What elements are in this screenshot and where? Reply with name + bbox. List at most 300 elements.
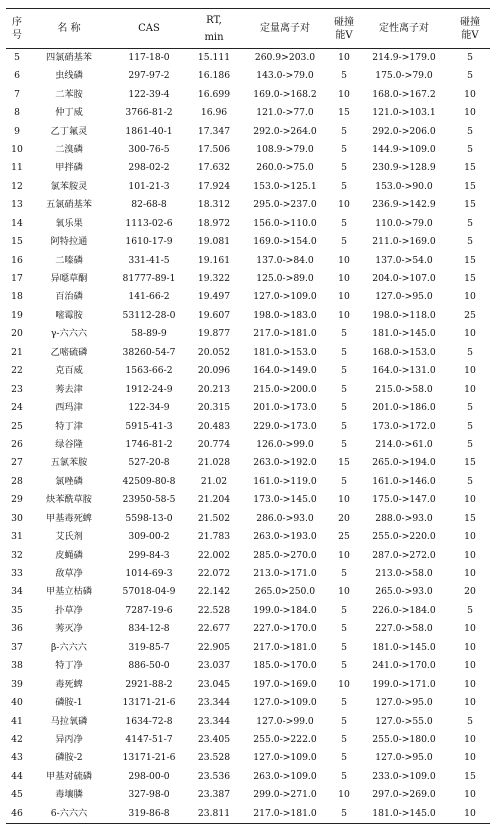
cell-no: 34 xyxy=(11,586,23,598)
cell-no: 37 xyxy=(11,641,23,653)
cell-qual-ion-pair: 241.0->170.0 xyxy=(372,660,436,672)
table-row xyxy=(6,473,490,491)
cell-collision-energy-1: 5 xyxy=(341,420,347,432)
table-row xyxy=(6,417,490,435)
cell-quant-ion-pair: 217.0->181.0 xyxy=(253,641,317,653)
cell-collision-energy-1: 25 xyxy=(338,531,350,543)
cell-collision-energy-1: 5 xyxy=(341,365,347,377)
cell-collision-energy-1: 5 xyxy=(341,125,347,137)
cell-collision-energy-2: 15 xyxy=(464,254,476,266)
header-collision-energy-1: 碰撞 能V xyxy=(334,16,354,41)
cell-rt: 16.186 xyxy=(197,70,231,82)
cell-collision-energy-1: 10 xyxy=(338,549,350,561)
cell-name: 虫线磷 xyxy=(55,70,83,82)
table-row xyxy=(6,731,490,749)
cell-qual-ion-pair: 110.0->79.0 xyxy=(375,217,433,229)
cell-collision-energy-2: 10 xyxy=(464,494,476,506)
cell-rt: 17.924 xyxy=(197,180,231,192)
cell-cas: 1861-40-1 xyxy=(125,125,173,137)
cell-name: 乙嘧硫磷 xyxy=(50,346,88,358)
cell-no: 39 xyxy=(11,678,23,690)
cell-qual-ion-pair: 297.0->269.0 xyxy=(372,789,436,801)
cell-quant-ion-pair: 263.0->109.0 xyxy=(253,770,317,782)
cell-name: 艾氏剂 xyxy=(55,531,83,543)
table-row xyxy=(6,768,490,786)
cell-rt: 22.905 xyxy=(197,641,231,653)
cell-rt: 20.315 xyxy=(197,402,231,414)
cell-rt: 15.111 xyxy=(197,52,231,63)
table-row xyxy=(6,602,490,620)
cell-collision-energy-2: 10 xyxy=(464,107,476,119)
cell-qual-ion-pair: 173.0->172.0 xyxy=(372,420,436,432)
cell-collision-energy-2: 10 xyxy=(464,549,476,561)
table-row xyxy=(6,233,490,251)
cell-rt: 18.972 xyxy=(197,217,231,229)
cell-name: 敌草净 xyxy=(55,568,83,580)
cell-no: 17 xyxy=(11,273,23,285)
cell-qual-ion-pair: 127.0->95.0 xyxy=(375,697,433,709)
table-row xyxy=(6,491,490,509)
cell-no: 28 xyxy=(11,475,23,487)
cell-collision-energy-2: 10 xyxy=(464,328,476,340)
cell-name: 五氯苯胺 xyxy=(50,457,88,469)
cell-quant-ion-pair: 260.9>203.0 xyxy=(254,52,316,63)
cell-name: 绿谷隆 xyxy=(55,438,83,450)
cell-name: 皮蝇磷 xyxy=(55,549,83,561)
cell-collision-energy-2: 10 xyxy=(450,805,490,824)
cell-rt: 23.528 xyxy=(197,752,231,764)
cell-name: 二苯胺 xyxy=(55,88,83,100)
cell-qual-ion-pair: 175.0->79.0 xyxy=(375,70,433,82)
cell-collision-energy-1: 10 xyxy=(338,789,350,801)
table-row xyxy=(6,141,490,159)
table-row xyxy=(6,749,490,767)
cell-rt: 23.045 xyxy=(197,678,231,690)
cell-rt: 22.677 xyxy=(197,623,231,635)
table-row xyxy=(6,620,490,638)
table-row xyxy=(6,67,490,85)
cell-collision-energy-2: 15 xyxy=(464,457,476,469)
cell-quant-ion-pair: 263.0->193.0 xyxy=(253,531,317,543)
cell-rt: 23.387 xyxy=(197,789,231,801)
cell-name: 百治磷 xyxy=(55,291,83,303)
cell-cas: 58-89-9 xyxy=(131,328,167,340)
cell-collision-energy-2: 5 xyxy=(467,143,473,155)
cell-cas: 53112-28-0 xyxy=(122,309,176,321)
cell-rt: 19.497 xyxy=(197,291,231,303)
cell-cas: 527-20-8 xyxy=(128,457,170,469)
cell-collision-energy-2: 10 xyxy=(464,733,476,745)
cell-rt: 19.081 xyxy=(197,236,231,248)
cell-quant-ion-pair: 292.0->264.0 xyxy=(253,125,317,137)
table-row xyxy=(6,528,490,546)
cell-qual-ion-pair: 127.0->55.0 xyxy=(375,715,433,727)
cell-name: 克百威 xyxy=(55,365,83,377)
cell-rt: 23.536 xyxy=(197,770,231,782)
cell-no: 13 xyxy=(11,199,23,211)
cell-name: 氯唑磷 xyxy=(55,475,83,487)
cell-cas: 298-00-0 xyxy=(128,770,170,782)
cell-name: 阿特拉通 xyxy=(50,236,88,248)
cell-cas: 1912-24-9 xyxy=(125,383,173,395)
cell-quant-ion-pair: 201.0->173.0 xyxy=(253,402,317,414)
cell-collision-energy-2: 10 xyxy=(464,383,476,395)
cell-quant-ion-pair: 199.0->184.0 xyxy=(253,604,317,616)
cell-name: 西玛津 xyxy=(55,402,83,414)
cell-name: 莠灭净 xyxy=(55,623,83,635)
table-row xyxy=(6,380,490,398)
cell-collision-energy-2: 5 xyxy=(467,217,473,229)
cell-name: 仲丁威 xyxy=(55,107,83,119)
table-row xyxy=(6,399,490,417)
cell-collision-energy-1: 5 xyxy=(341,715,347,727)
cell-no: 44 xyxy=(11,770,23,782)
table-row xyxy=(6,675,490,693)
header-cas: CAS xyxy=(138,23,160,34)
cell-quant-ion-pair: 181.0->153.0 xyxy=(253,346,317,358)
cell-name: 甲拌磷 xyxy=(55,162,83,174)
cell-collision-energy-2: 10 xyxy=(464,697,476,709)
cell-name: 甲基对硫磷 xyxy=(46,770,92,782)
cell-collision-energy-2: 10 xyxy=(464,531,476,543)
cell-collision-energy-2: 5 xyxy=(467,70,473,82)
table-row xyxy=(6,104,490,122)
cell-no: 15 xyxy=(11,236,23,248)
cell-qual-ion-pair: 213.0->58.0 xyxy=(375,568,433,580)
cell-qual-ion-pair: 127.0->95.0 xyxy=(375,752,433,764)
cell-collision-energy-1: 5 xyxy=(341,328,347,340)
cell-quant-ion-pair: 227.0->170.0 xyxy=(253,623,317,635)
cell-name: 异丙净 xyxy=(55,733,83,745)
cell-collision-energy-2: 5 xyxy=(467,715,473,727)
cell-collision-energy-2: 10 xyxy=(464,291,476,303)
cell-collision-energy-1: 5 xyxy=(341,180,347,192)
cell-qual-ion-pair: 265.0->194.0 xyxy=(372,457,436,469)
cell-rt: 21.028 xyxy=(197,457,231,469)
cell-rt: 20.096 xyxy=(197,365,231,377)
cell-collision-energy-2: 15 xyxy=(464,199,476,211)
cell-rt: 20.483 xyxy=(197,420,231,432)
cell-quant-ion-pair: 127.0->109.0 xyxy=(253,291,317,303)
cell-collision-energy-1: 10 xyxy=(338,52,350,63)
cell-qual-ion-pair: 168.0->167.2 xyxy=(372,88,436,100)
cell-cas: 297-97-2 xyxy=(128,70,170,82)
table-body xyxy=(6,49,490,824)
cell-quant-ion-pair: 127.0->109.0 xyxy=(253,752,317,764)
cell-cas: 141-66-2 xyxy=(128,291,170,303)
cell-qual-ion-pair: 287.0->272.0 xyxy=(372,549,436,561)
cell-collision-energy-2: 10 xyxy=(464,641,476,653)
cell-quant-ion-pair: 156.0->110.0 xyxy=(253,217,317,229)
cell-rt: 21.204 xyxy=(197,494,231,506)
cell-no: 29 xyxy=(11,494,23,506)
cell-no: 21 xyxy=(11,346,23,358)
cell-quant-ion-pair: 121.0->77.0 xyxy=(256,107,314,119)
cell-qual-ion-pair: 164.0->131.0 xyxy=(372,365,436,377)
cell-collision-energy-1: 5 xyxy=(341,217,347,229)
cell-collision-energy-2: 15 xyxy=(464,162,476,174)
cell-qual-ion-pair: 201.0->186.0 xyxy=(372,402,436,414)
cell-quant-ion-pair: 137.0->84.0 xyxy=(256,254,314,266)
cell-collision-energy-2: 15 xyxy=(464,770,476,782)
cell-qual-ion-pair: 198.0->118.0 xyxy=(372,309,436,321)
table-row xyxy=(6,344,490,362)
cell-collision-energy-2: 10 xyxy=(464,752,476,764)
cell-quant-ion-pair: 197.0->169.0 xyxy=(253,678,317,690)
cell-no: 7 xyxy=(14,88,20,100)
cell-quant-ion-pair: 108.9->79.0 xyxy=(256,143,314,155)
cell-quant-ion-pair: 217.0->181.0 xyxy=(240,805,330,824)
cell-name: 嘧霉胺 xyxy=(55,309,83,321)
cell-collision-energy-1: 5 xyxy=(341,383,347,395)
cell-cas: 1113-02-6 xyxy=(125,217,173,229)
cell-quant-ion-pair: 286.0->93.0 xyxy=(256,512,314,524)
cell-rt: 16.96 xyxy=(200,107,228,119)
cell-no: 40 xyxy=(11,697,23,709)
cell-quant-ion-pair: 260.0->75.0 xyxy=(256,162,314,174)
cell-cas: 42509-80-8 xyxy=(122,475,176,487)
cell-collision-energy-1: 10 xyxy=(338,254,350,266)
cell-no: 46 xyxy=(6,805,28,824)
cell-quant-ion-pair: 299.0->271.0 xyxy=(253,789,317,801)
cell-name: 磷胺-1 xyxy=(55,697,83,709)
cell-collision-energy-2: 10 xyxy=(464,568,476,580)
cell-collision-energy-1: 5 xyxy=(341,162,347,174)
table-row xyxy=(6,546,490,564)
cell-name: 二溴磷 xyxy=(55,143,83,155)
cell-quant-ion-pair: 265.0>250.0 xyxy=(254,586,316,598)
cell-cas: 3766-81-2 xyxy=(125,107,173,119)
cell-quant-ion-pair: 169.0->168.2 xyxy=(253,88,317,100)
cell-collision-energy-1: 10 xyxy=(338,88,350,100)
cell-collision-energy-1: 10 xyxy=(338,199,350,211)
cell-collision-energy-2: 15 xyxy=(464,273,476,285)
table-row xyxy=(6,325,490,343)
table-row xyxy=(6,159,490,177)
cell-cas: 57018-04-9 xyxy=(122,586,176,598)
cell-quant-ion-pair: 127.0->109.0 xyxy=(253,697,317,709)
cell-name: 扑草净 xyxy=(55,604,83,616)
cell-qual-ion-pair: 236.9->142.9 xyxy=(372,199,436,211)
cell-cas: 81777-89-1 xyxy=(122,273,176,285)
cell-no: 38 xyxy=(11,660,23,672)
cell-cas: 101-21-3 xyxy=(128,180,170,192)
cell-collision-energy-2: 15 xyxy=(464,180,476,192)
cell-name: β-六六六 xyxy=(51,641,87,653)
pesticide-ms-table xyxy=(6,8,490,824)
cell-collision-energy-2: 15 xyxy=(464,512,476,524)
cell-quant-ion-pair: 285.0->270.0 xyxy=(253,549,317,561)
cell-collision-energy-1: 10 xyxy=(338,273,350,285)
cell-cas: 23950-58-5 xyxy=(122,494,176,506)
table-row xyxy=(6,122,490,140)
cell-collision-energy-1: 5 xyxy=(341,143,347,155)
cell-collision-energy-1: 10 xyxy=(338,309,350,321)
cell-rt: 20.052 xyxy=(197,346,231,358)
cell-cas: 299-84-3 xyxy=(128,549,170,561)
cell-qual-ion-pair: 168.0->153.0 xyxy=(372,346,436,358)
cell-qual-ion-pair: 161.0->146.0 xyxy=(372,475,436,487)
cell-quant-ion-pair: 153.0->125.1 xyxy=(253,180,317,192)
cell-quant-ion-pair: 213.0->171.0 xyxy=(253,568,317,580)
cell-name: 二嗪磷 xyxy=(55,254,83,266)
cell-qual-ion-pair: 121.0->103.1 xyxy=(372,107,436,119)
cell-name: 甲基毒死蜱 xyxy=(46,512,92,524)
cell-qual-ion-pair: 265.0->93.0 xyxy=(375,586,433,598)
cell-rt: 20.213 xyxy=(197,383,231,395)
cell-name: 炔苯酰草胺 xyxy=(46,494,92,506)
table-row xyxy=(6,288,490,306)
cell-qual-ion-pair: 288.0->93.0 xyxy=(375,512,433,524)
cell-qual-ion-pair: 199.0->171.0 xyxy=(372,678,436,690)
cell-rt: 23.344 xyxy=(197,715,231,727)
cell-collision-energy-2: 5 xyxy=(467,236,473,248)
cell-qual-ion-pair: 227.0->58.0 xyxy=(375,623,433,635)
cell-quant-ion-pair: 185.0->170.0 xyxy=(253,660,317,672)
cell-rt: 22.142 xyxy=(197,586,231,598)
cell-collision-energy-1: 5 xyxy=(341,346,347,358)
cell-rt: 21.02 xyxy=(200,475,228,487)
cell-collision-energy-1: 10 xyxy=(338,291,350,303)
cell-name: 马拉氧磷 xyxy=(50,715,88,727)
cell-collision-energy-2: 5 xyxy=(467,125,473,137)
cell-collision-energy-2: 5 xyxy=(467,604,473,616)
cell-rt: 16.699 xyxy=(197,88,231,100)
cell-no: 23 xyxy=(11,383,23,395)
cell-rt: 23.811 xyxy=(188,805,240,824)
cell-collision-energy-1: 5 xyxy=(341,641,347,653)
cell-cas: 13171-21-6 xyxy=(122,697,176,709)
table-row xyxy=(6,436,490,454)
cell-name: 异噁草酮 xyxy=(50,273,88,285)
cell-no: 33 xyxy=(11,568,23,580)
cell-cas: 1014-69-3 xyxy=(125,568,173,580)
cell-name: 毒壤膦 xyxy=(55,789,83,801)
cell-no: 41 xyxy=(11,715,23,727)
cell-cas: 1563-66-2 xyxy=(125,365,173,377)
cell-collision-energy-1: 5 xyxy=(341,438,347,450)
cell-rt: 19.161 xyxy=(197,254,231,266)
cell-name: 甲基立枯磷 xyxy=(46,586,92,598)
cell-cas: 38260-54-7 xyxy=(122,346,176,358)
cell-name: 莠去津 xyxy=(55,383,83,395)
table-row xyxy=(6,583,490,601)
cell-quant-ion-pair: 215.0->200.0 xyxy=(253,383,317,395)
cell-qual-ion-pair: 175.0->147.0 xyxy=(372,494,436,506)
cell-qual-ion-pair: 181.0->145.0 xyxy=(358,805,450,824)
cell-quant-ion-pair: 126.0->99.0 xyxy=(256,438,314,450)
cell-no: 26 xyxy=(11,438,23,450)
cell-qual-ion-pair: 153.0->90.0 xyxy=(375,180,433,192)
cell-no: 25 xyxy=(11,420,23,432)
table-row xyxy=(6,215,490,233)
cell-no: 12 xyxy=(11,180,23,192)
cell-name: 6-六六六 xyxy=(28,805,110,824)
cell-qual-ion-pair: 292.0->206.0 xyxy=(372,125,436,137)
cell-quant-ion-pair: 198.0->183.0 xyxy=(253,309,317,321)
cell-no: 24 xyxy=(11,402,23,414)
table-row xyxy=(6,251,490,269)
cell-cas: 1610-17-9 xyxy=(125,236,173,248)
cell-name: 氯苯胺灵 xyxy=(50,180,88,192)
cell-qual-ion-pair: 211.0->169.0 xyxy=(372,236,436,248)
cell-no: 35 xyxy=(11,604,23,616)
cell-quant-ion-pair: 161.0->119.0 xyxy=(253,475,317,487)
cell-rt: 17.347 xyxy=(197,125,231,137)
cell-no: 43 xyxy=(11,752,23,764)
table-row xyxy=(6,510,490,528)
table-header xyxy=(6,9,490,49)
cell-no: 42 xyxy=(11,733,23,745)
cell-cas: 5915-41-3 xyxy=(125,420,173,432)
cell-rt: 22.072 xyxy=(197,568,231,580)
table-row xyxy=(6,196,490,214)
cell-rt: 19.607 xyxy=(197,309,231,321)
cell-cas: 4147-51-7 xyxy=(125,733,173,745)
cell-quant-ion-pair: 169.0->154.0 xyxy=(253,236,317,248)
cell-collision-energy-2: 10 xyxy=(464,88,476,100)
cell-rt: 21.783 xyxy=(197,531,231,543)
cell-collision-energy-1: 10 xyxy=(338,494,350,506)
table-row xyxy=(6,454,490,472)
cell-quant-ion-pair: 143.0->79.0 xyxy=(256,70,314,82)
cell-name: 特丁津 xyxy=(55,420,83,432)
cell-collision-energy-1: 5 xyxy=(341,604,347,616)
cell-rt: 19.877 xyxy=(197,328,231,340)
cell-collision-energy-1: 5 xyxy=(341,402,347,414)
cell-name: 毒死蜱 xyxy=(55,678,83,690)
cell-name: 特丁净 xyxy=(55,660,83,672)
cell-no: 8 xyxy=(14,107,20,119)
cell-collision-energy-2: 10 xyxy=(464,623,476,635)
table-row xyxy=(6,712,490,730)
cell-collision-energy-1: 5 xyxy=(341,770,347,782)
cell-qual-ion-pair: 137.0->54.0 xyxy=(375,254,433,266)
cell-rt: 17.506 xyxy=(197,143,231,155)
cell-qual-ion-pair: 215.0->58.0 xyxy=(375,383,433,395)
table-row xyxy=(6,805,490,824)
cell-cas: 298-02-2 xyxy=(128,162,170,174)
cell-collision-energy-1: 5 xyxy=(330,805,358,824)
cell-no: 5 xyxy=(14,52,20,63)
cell-name: 四氯硝基苯 xyxy=(46,52,92,63)
table-row xyxy=(6,657,490,675)
cell-qual-ion-pair: 181.0->145.0 xyxy=(372,641,436,653)
cell-no: 32 xyxy=(11,549,23,561)
cell-cas: 319-85-7 xyxy=(128,641,170,653)
cell-collision-energy-2: 5 xyxy=(467,52,473,63)
table-row xyxy=(6,639,490,657)
header-qual-ion-pair: 定性离子对 xyxy=(379,23,429,34)
cell-no: 27 xyxy=(11,457,23,469)
cell-rt: 23.037 xyxy=(197,660,231,672)
cell-rt: 18.312 xyxy=(197,199,231,211)
cell-quant-ion-pair: 125.0->89.0 xyxy=(256,273,314,285)
cell-name: 五氯硝基苯 xyxy=(46,199,92,211)
header-collision-energy-2: 碰撞 能V xyxy=(460,16,480,41)
cell-collision-energy-1: 5 xyxy=(341,568,347,580)
cell-no: 36 xyxy=(11,623,23,635)
table-row xyxy=(6,85,490,103)
cell-collision-energy-2: 10 xyxy=(464,660,476,672)
cell-collision-energy-1: 10 xyxy=(338,586,350,598)
cell-rt: 22.002 xyxy=(197,549,231,561)
cell-collision-energy-1: 5 xyxy=(341,660,347,672)
cell-collision-energy-2: 5 xyxy=(467,420,473,432)
table-row xyxy=(6,694,490,712)
cell-collision-energy-1: 5 xyxy=(341,623,347,635)
cell-collision-energy-1: 5 xyxy=(341,752,347,764)
